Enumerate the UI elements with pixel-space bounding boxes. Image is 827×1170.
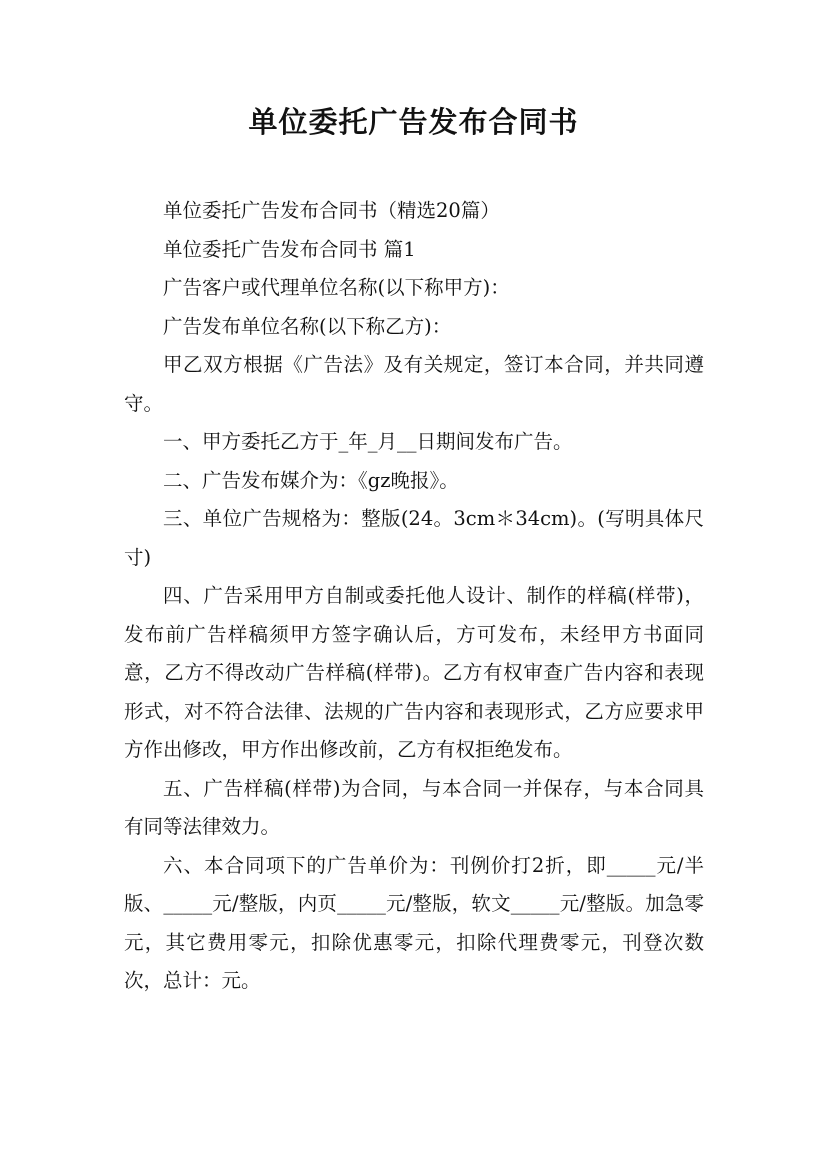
- paragraph-subtitle: 单位委托广告发布合同书（精选20篇）: [163, 199, 500, 222]
- paragraph-clause-6: 六、本合同项下的广告单价为：刊例价打2折，即_____元/半版、_____元/整版，内页_____元/整版，软文_____元/整版。加急零元，其它费用零元，扣除优惠零元，扣除代理费零元，刊登次数次，总计：元。: [124, 853, 704, 992]
- paragraph-clause-1: 一、甲方委托乙方于_年_月__日期间发布广告。: [163, 430, 573, 453]
- paragraph-clause-4: 四、广告采用甲方自制或委托他人设计、制作的样稿(样带)，发布前广告样稿须甲方签字确认后，方可发布，未经甲方书面同意，乙方不得改动广告样稿(样带)。乙方有权审查广告内容和表现形式，对不符合法律、法规的广告内容和表现形式，乙方应要求甲方作出修改，甲方作出修改前，乙方有权拒绝发布。: [124, 584, 704, 761]
- paragraph-clause-3: 三、单位广告规格为：整版(24。3cm＊34cm)。(写明具体尺寸): [124, 507, 704, 569]
- paragraph-preamble: 甲乙双方根据《广告法》及有关规定，签订本合同，并共同遵守。: [124, 353, 704, 415]
- paragraph-party-b: 广告发布单位名称(以下称乙方)：: [163, 314, 452, 338]
- paragraph-party-a: 广告客户或代理单位名称(以下称甲方)：: [163, 276, 510, 299]
- paragraph-clause-5: 五、广告样稿(样带)为合同，与本合同一并保存，与本合同具有同等法律效力。: [124, 776, 704, 838]
- document-title: 单位委托广告发布合同书: [248, 105, 579, 139]
- paragraph-section-heading: 单位委托广告发布合同书 篇1: [163, 237, 416, 261]
- document-body: [124, 192, 704, 1001]
- paragraph-clause-2: 二、广告发布媒介为：《gz晚报》。: [163, 468, 459, 492]
